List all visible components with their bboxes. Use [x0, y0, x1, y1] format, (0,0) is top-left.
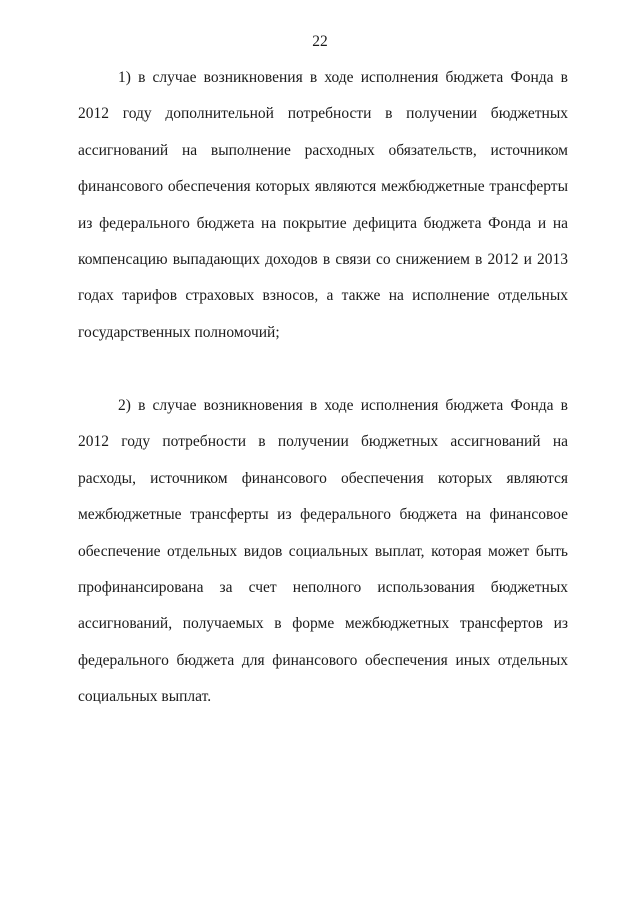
paragraph-2: 2) в случае возникновения в ходе исполнения бюджета Фонда в 2012 году потребности в получении бюджетных ассигнований на расходы, источником финансового обеспечения которых являются межбюджетные трансферты из федерального бюджета на финансовое обеспечение отдельных видов социальных выплат, которая может быть профинансирована за счет неполного использования бюджетных ассигнований, получаемых в форме межбюджетных трансфертов из федерального бюджета для финансового обеспечения иных отдельных социальных выплат. — [78, 397, 568, 706]
page-number: 22 — [312, 33, 328, 50]
paragraph-1: 1) в случае возникновения в ходе исполнения бюджета Фонда в 2012 году дополнительной потребности в получении бюджетных ассигнований на выполнение расходных обязательств, источником финансового обеспечения которых являются межбюджетные трансферты из федерального бюджета на покрытие дефицита бюджета Фонда и на компенсацию выпадающих доходов в связи со снижением в 2012 и 2013 годах тарифов страховых взносов, а также на исполнение отдельных государственных полномочий; — [78, 69, 568, 341]
